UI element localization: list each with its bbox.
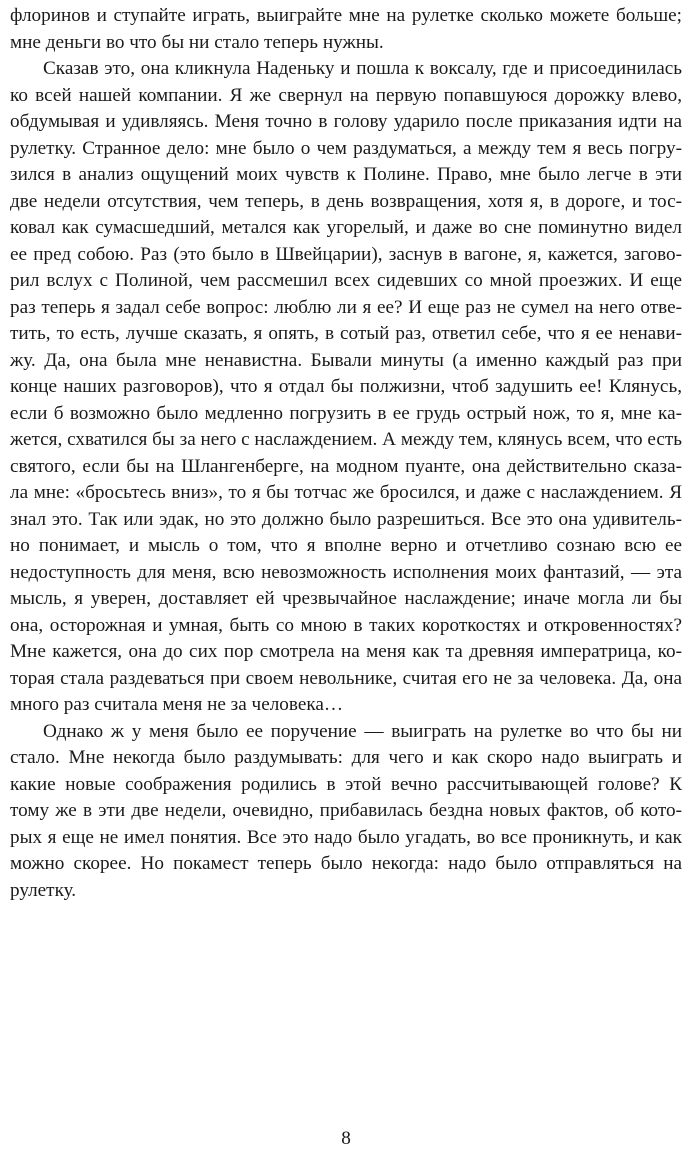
paragraph — [10, 3, 682, 56]
text-line: Однако ж у меня было ее поручение — выиграть на рулетке во что бы ни — [43, 720, 682, 742]
text-line: тить, то есть, лучше сказать, я опять, в сотый раз, ответил себе, что я ее ненави- — [10, 323, 682, 344]
text-line: мне деньги во что бы ни стало теперь нужны. — [10, 31, 384, 53]
text-line: жу. Да, она была мне ненавистна. Бывали минуты (а именно каждый раз при — [10, 349, 682, 371]
text-line: торая стала раздеваться при своем невольнике, считая его не за человека. Да, она — [10, 667, 682, 689]
text-line: рых я еще не имел понятия. Все это надо было угадать, во все проникнуть, и как — [10, 826, 682, 848]
text-line: мысль, я уверен, доставляет ей чрезвычайное наслаждение; иначе могла ли бы — [10, 588, 682, 609]
text-line: флоринов и ступайте играть, выиграйте мне на рулетке сколько можете больше; — [10, 5, 682, 26]
text-line: раз теперь я задал себе вопрос: люблю ли я ее? И еще раз не сумел на него отве- — [10, 296, 682, 318]
text-line: знал это. Так или эдак, но это должно было разрешиться. Все это она удивитель- — [10, 508, 682, 530]
text-line: святого, если бы на Шлангенберге, на модном пуанте, она действительно сказа- — [10, 455, 682, 477]
text-line: ее пред собою. Раз (это было в Швейцарии), заснув в вагоне, я, кажется, загово- — [10, 243, 682, 265]
text-line: рулетку. — [10, 879, 77, 901]
text-line: ла мне: «бросьтесь вниз», то я бы тотчас же бросился, и даже с наслаждением. Я — [10, 482, 682, 503]
text-line: тому же в эти две недели, очевидно, прибавилась бездна новых фактов, об кото- — [10, 800, 682, 821]
paragraph — [10, 56, 682, 719]
text-line: стало. Мне некогда было раздумывать: для чего и как скоро надо выиграть и — [10, 747, 682, 768]
text-line: она, осторожная и умная, быть со мною в таких короткостях и откровенностях? — [10, 614, 682, 636]
text-line: недоступность для меня, всю невозможность исполнения моих фантазий, — эта — [10, 561, 682, 583]
text-line: Сказав это, она кликнула Наденьку и пошла к воксалу, где и присоединилась — [43, 58, 682, 79]
text-line: рил вслух с Полиной, чем рассмешил всех сидевших со мной проезжих. И еще — [10, 270, 682, 291]
text-line: две недели отсутствия, чем теперь, в день возвращения, хотя я, в дороге, и тос- — [10, 190, 682, 212]
text-line: если б возможно было медленно погрузить в ее грудь острый нож, то я, мне ка- — [10, 402, 682, 424]
paragraph — [10, 719, 682, 905]
text-line: рулетку. Странное дело: мне было о чем раздуматься, а между тем я весь погру- — [10, 137, 682, 159]
text-line: какие новые соображения родились в этой вечно рассчитывающей голове? К — [10, 773, 682, 795]
text-line: но понимает, и мысль о том, что я вполне верно и отчетливо сознаю всю ее — [10, 535, 682, 556]
text-line: зился в анализ ощущений моих чувств к Полине. Право, мне было легче в эти — [10, 164, 682, 185]
text-line: конце наших разговоров), что я отдал бы полжизни, чтоб задушить ее! Клянусь, — [10, 376, 682, 397]
text-line: жется, схватился бы за него с наслаждением. А между тем, клянусь всем, что есть — [10, 429, 682, 450]
text-line: ковал как сумасшедший, метался как угорелый, и даже во сне поминутно видел — [10, 217, 682, 238]
text-line: Мне кажется, она до сих пор смотрела на меня как та древняя императрица, ко- — [10, 641, 682, 662]
text-line: ко всей нашей компании. Я же свернул на первую попавшуюся дорожку влево, — [10, 84, 682, 106]
text-line: обдумывая и удивляясь. Меня точно в голову ударило после приказания идти на — [10, 111, 682, 132]
text-line: можно скорее. Но покамест теперь было некогда: надо было отправляться на — [10, 853, 682, 874]
text-line: много раз считала меня не за человека… — [10, 694, 344, 715]
body-text — [10, 3, 682, 904]
page-number: 8 — [341, 1128, 351, 1149]
